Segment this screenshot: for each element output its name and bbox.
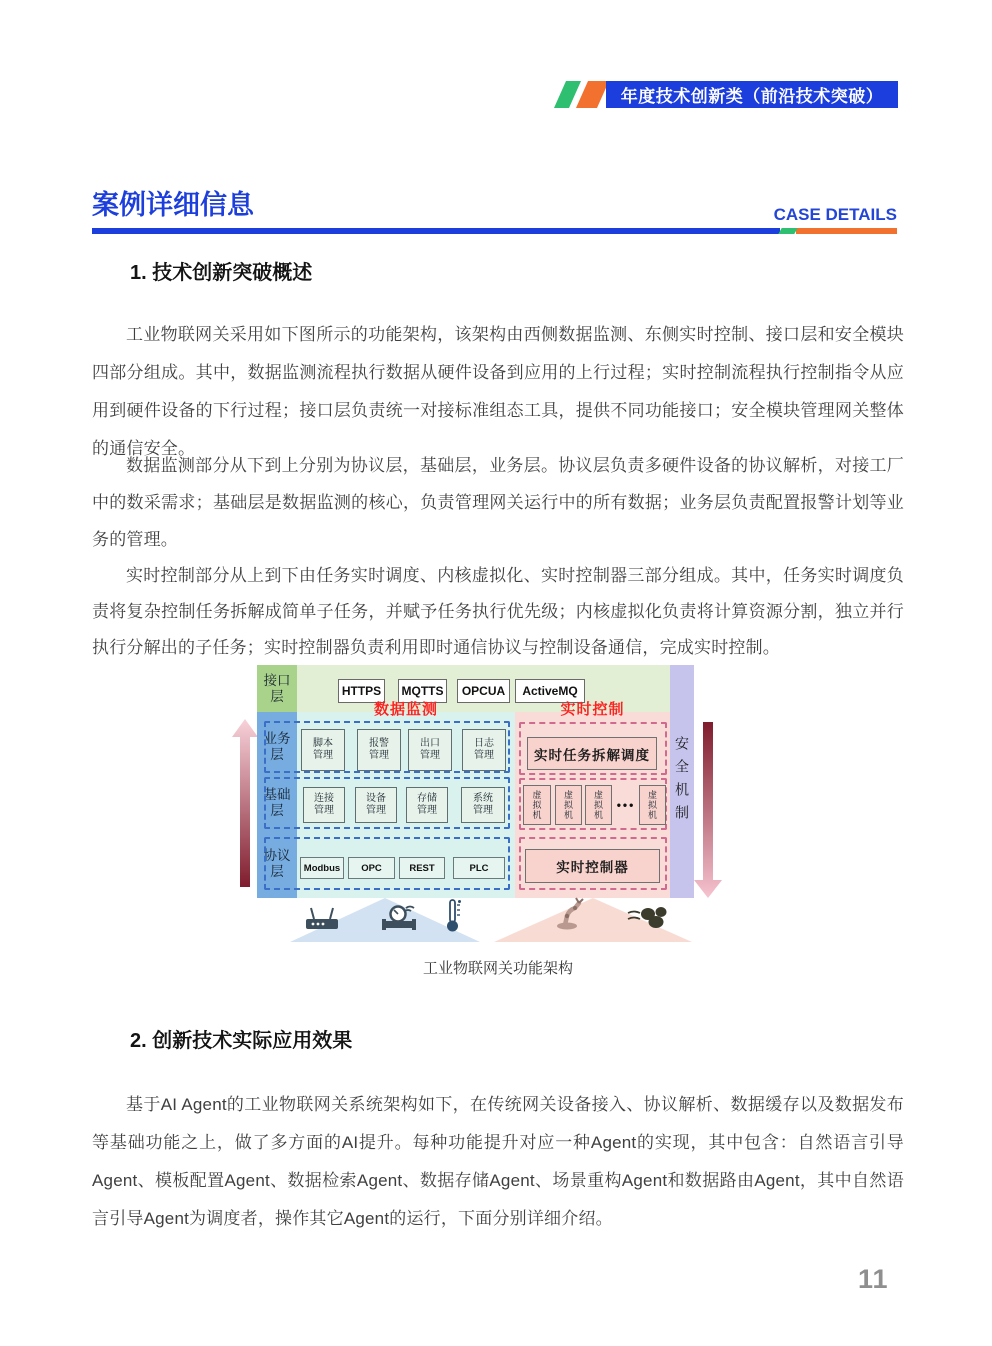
rule-orange-segment bbox=[796, 228, 897, 234]
router-icon bbox=[304, 906, 340, 934]
section-1-paragraph-2: 数据监测部分从下到上分别为协议层，基础层，业务层。协议层负责多硬件设备的协议解析，对接工厂中的数采需求；基础层是数据监测的核心，负责管理网关运行中的所有数据；业务层负责配置报警计划等业务的管理。 bbox=[92, 456, 904, 549]
section-1-paragraph-3: 实时控制部分从上到下由任务实时调度、内核虚拟化、实时控制器三部分组成。其中，任务实时调度负责将复杂控制任务拆解成简单子任务，并赋予任务执行优先级；内核虚拟化负责将计算资源分割，独立并行执行分解出的子任务；实时控制器负责利用即时通信协议与控制设备通信，完成实时控制。 bbox=[92, 566, 904, 657]
interface-protocol-mqtts: MQTTS bbox=[398, 679, 447, 703]
robot-arm-icon bbox=[552, 897, 586, 930]
section-2-paragraph-1: 基于AI Agent的工业物联网关系统架构如下，在传统网关设备接入、协议解析、数据缓存以及数据发布等基础功能之上，做了多方面的AI提升。每种功能提升对应一种Agent的实现，其中包含：自然语言引导Agent、模板配置Agent、数据检索Agent、数据存储Agent、场景重构Agent和数据路由Agent，其中自然语言引导Agent为调度者，操作其它Agent的运行，下面分别详细介绍。 bbox=[92, 1095, 904, 1228]
business-layer-label: 业务层 bbox=[263, 731, 291, 762]
interface-protocol-opcua: OPCUA bbox=[457, 679, 510, 703]
protocol-opc: OPC bbox=[348, 857, 395, 879]
module-device-mgmt: 设备管理 bbox=[355, 787, 397, 823]
rule-blue-segment bbox=[92, 228, 780, 234]
page-title: 案例详细信息 bbox=[92, 190, 254, 220]
flow-meter-icon bbox=[382, 902, 416, 932]
realtime-task-schedule-box: 实时任务拆解调度 bbox=[527, 737, 657, 770]
section-2-heading: 2. 创新技术实际应用效果 bbox=[130, 1030, 353, 1052]
realtime-controller-box: 实时控制器 bbox=[525, 849, 660, 883]
interface-protocol-https: HTTPS bbox=[338, 679, 385, 703]
category-badge: 年度技术创新类（前沿技术突破） bbox=[606, 81, 898, 108]
figure-caption: 工业物联网关功能架构 bbox=[422, 960, 573, 977]
protocol-plc: PLC bbox=[453, 857, 505, 879]
foundation-layer-label: 基础层 bbox=[263, 787, 291, 818]
security-column-label: 安全机制 bbox=[674, 735, 690, 828]
module-log-mgmt: 日志管理 bbox=[462, 729, 506, 771]
vm-box-n: 虚拟机 bbox=[639, 785, 666, 825]
module-alarm-mgmt: 报警管理 bbox=[357, 729, 401, 771]
page-title-en: CASE DETAILS bbox=[773, 205, 897, 224]
protocol-layer-label: 协议层 bbox=[263, 847, 291, 879]
title-rule bbox=[92, 228, 897, 234]
section-1-heading: 1. 技术创新突破概述 bbox=[130, 262, 313, 284]
module-connection-mgmt: 连接管理 bbox=[303, 787, 345, 823]
vm-box-2: 虚拟机 bbox=[555, 785, 582, 825]
thermometer-icon bbox=[446, 899, 462, 933]
protocol-modbus: Modbus bbox=[300, 857, 344, 879]
badge-stripe-orange-icon bbox=[576, 81, 609, 108]
data-monitor-title: 数据监测 bbox=[373, 701, 438, 718]
vm-box-1: 虚拟机 bbox=[523, 785, 551, 825]
module-export-mgmt: 出口管理 bbox=[408, 729, 452, 771]
rule-green-segment bbox=[778, 228, 797, 234]
module-system-mgmt: 系统管理 bbox=[461, 787, 505, 823]
protocol-rest: REST bbox=[399, 857, 445, 879]
downward-flow-arrow-icon bbox=[694, 722, 722, 898]
upward-flow-arrow-icon bbox=[232, 719, 258, 887]
module-script-mgmt: 脚本管理 bbox=[301, 729, 345, 771]
security-column bbox=[670, 665, 694, 898]
device-zones bbox=[0, 896, 992, 946]
page-number: 11 bbox=[858, 1264, 889, 1294]
interface-protocol-activemq: ActiveMQ bbox=[515, 679, 585, 703]
module-storage-mgmt: 存储管理 bbox=[406, 787, 448, 823]
interface-layer-label: 接口层 bbox=[257, 665, 297, 712]
realtime-control-title: 实时控制 bbox=[560, 701, 625, 718]
vm-ellipsis: ••• bbox=[616, 798, 636, 812]
section-1-paragraph-1: 工业物联网关采用如下图所示的功能架构，该架构由西侧数据监测、东侧实时控制、接口层和安全模块四部分组成。其中，数据监测流程执行数据从硬件设备到应用的上行过程；实时控制流程执行控制指令从应用到硬件设备的下行过程；接口层负责统一对接标准组态工具，提供不同功能接口；安全模块管理网关整体的通信安全。 bbox=[92, 325, 904, 458]
vm-box-3: 虚拟机 bbox=[585, 785, 612, 825]
motor-icon bbox=[626, 903, 668, 931]
